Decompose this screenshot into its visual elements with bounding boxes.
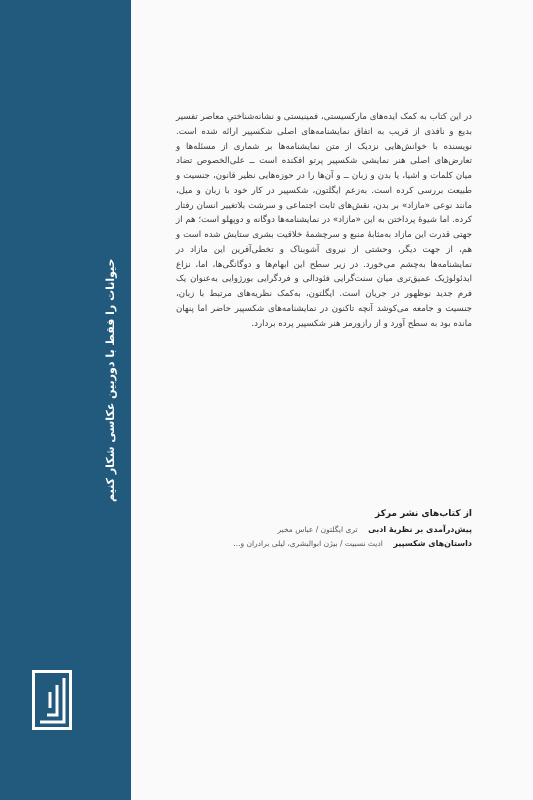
spine-tagline: حیوانات را فقط با دوربین عکاسی شکار کنیم: [104, 258, 117, 502]
back-cover-blurb: در این کتاب به کمک ایده‌های مارکسیستی، فمینیستی و نشانه‌شناختیِ معاصر تفسیر بدیع و نافذی از قریب به اتفاق نمایشنامه‌های اصلی شکسپیر ارائه شده است. نویسنده با خوانش‌هایی نزدیک از متن نمایشنامه‌ها بر شماری از مسئله‌ها و تعارض‌های اصلی هنر نمایشی شکسپیر پرتو افکنده است ــ علی‌الخصوص تضاد میان کلمات و اشیا، یا بدن و زبان ــ و آن‌ها را در حوزه‌هایی نظیر قانون، جنسیت و طبیعت بررسی کرده است. به‌زعم ایگلتون، شکسپیر در کار خود با زبان و میل، مانند نوعی «مازاد» بر بدن، نقش‌های ثابت اجتماعی و سرشت بلاتغییر انسان رفتار کرده. اما شیوهٔ پرداختن به این «مازاد» در نمایشنامه‌ها دوگانه و دوپهلو است؛ هم از جهتی قدرت این مازاد به‌مثابهٔ منبع و سرچشمهٔ خلاقیت بشری ستایش شده است و هم، از جهت دیگر، وحشتی از نیروی آشوبناک و تخطی‌آفرین این مازاد در نمایشنامه‌ها به‌چشم می‌خورد. در زیر سطح این ابهام‌ها و دوگانگی‌ها، اما، نزاع ایدئولوژیک عمیق‌تری میان سنت‌گرایی فئودالی و فردگرایی بورژوایی به‌عنوان یک فرم جدید نوظهور در جریان است. ایگلتون، به‌کمک نظریه‌های مرتبط با زبان، جنسیت و جامعه می‌کوشد آنچه تاکنون در نمایشنامه‌های شکسپیر حاضر اما پنهان مانده بود به سطح آورد و از رازورمز هنر شکسپیر پرده بردارد.: [176, 112, 472, 329]
publisher-books-list: [176, 509, 472, 553]
publisher-logo-icon: [32, 670, 72, 730]
list-item: [176, 525, 472, 534]
list-item: [176, 539, 472, 548]
book-title: پیش‌درآمدی بر نظریهٔ ادبی: [368, 525, 472, 534]
list-heading: از کتاب‌های نشر مرکز: [374, 509, 472, 519]
blue-side-band: [0, 0, 131, 800]
book-authors: ادیث نسبیت / بیژن ابوالبشری، لیلی برادران و...: [233, 539, 383, 548]
book-authors: تری ایگلتون / عباس مخبر: [277, 525, 358, 534]
book-title: داستان‌های شکسپیر: [393, 539, 472, 548]
